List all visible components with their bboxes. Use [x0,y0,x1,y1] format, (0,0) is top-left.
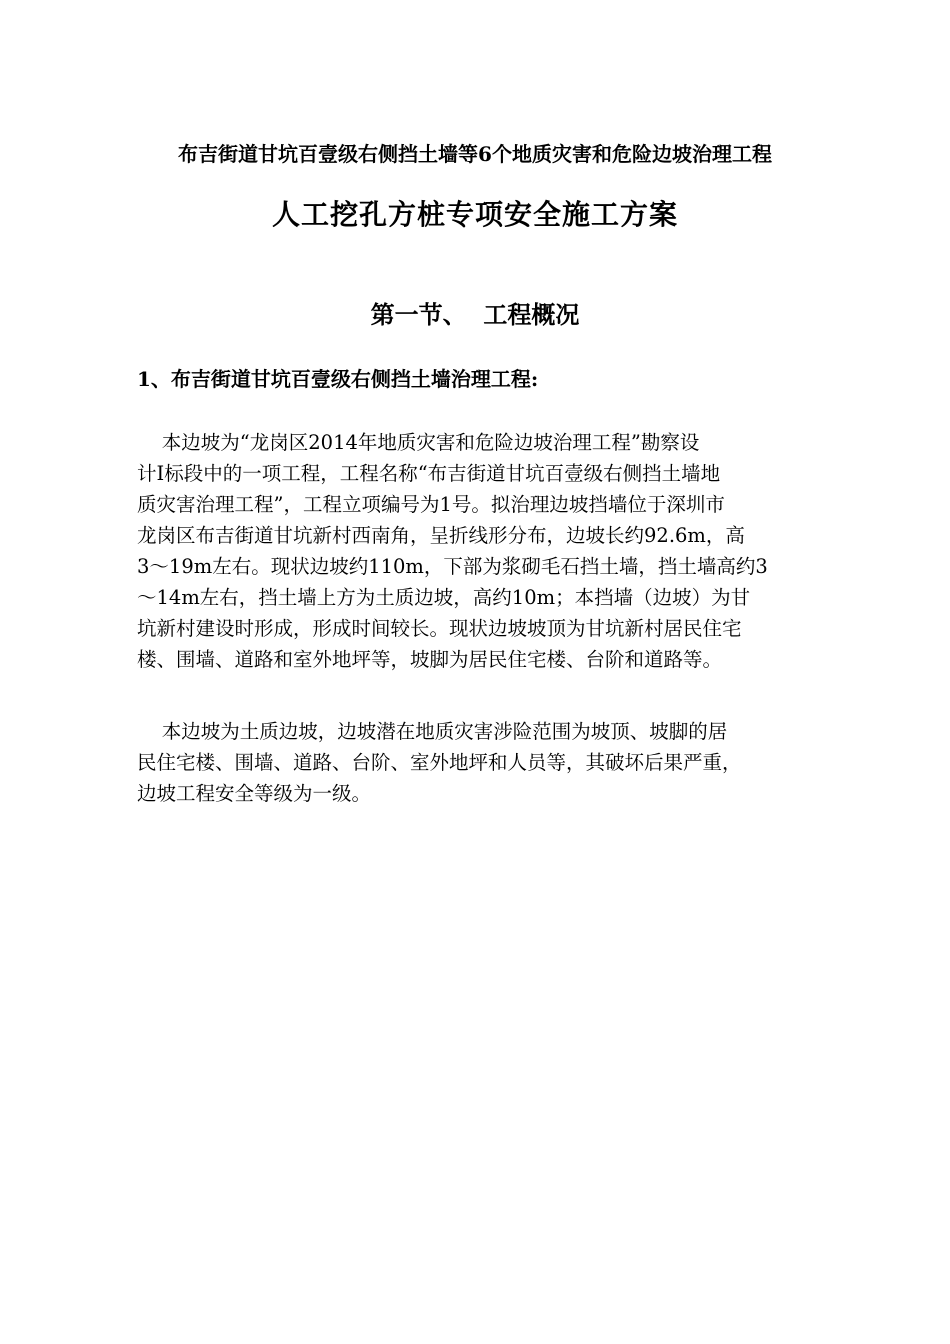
sub-heading: 1、布吉街道甘坑百壹级右侧挡土墙治理工程: [137,367,539,391]
paragraph-line: 边坡工程安全等级为一级。 [137,782,372,805]
paragraph-line: 坑新村建设时形成，形成时间较长。现状边坡坡顶为甘坑新村居民住宅 [137,617,742,640]
paragraph-line: 民住宅楼、围墙、道路、台阶、室外地坪和人员等，其破坏后果严重， [137,751,742,774]
paragraph-line: 3～19m左右。现状边坡约110m，下部为浆砌毛石挡土墙，挡土墙高约3 [137,555,768,578]
paragraph-line: ～14m左右，挡土墙上方为土质边坡，高约10m；本挡墙（边坡）为甘 [137,586,751,609]
document-title: 人工挖孔方桩专项安全施工方案 [271,198,678,231]
paragraph-1 [137,427,837,675]
paragraph-line: 质灾害治理工程”，工程立项编号为1号。拟治理边坡挡墙位于深圳市 [137,493,725,516]
paragraph-2 [137,716,837,809]
paragraph-line: 计I标段中的一项工程，工程名称“布吉街道甘坑百壹级右侧挡土墙地 [137,462,721,485]
paragraph-line: 龙岗区布吉街道甘坑新村西南角，呈折线形分布，边坡长约92.6m，高 [137,524,745,547]
section-heading: 第一节、 工程概况 [370,300,580,329]
paragraph-line: 本边坡为“龙岗区2014年地质灾害和危险边坡治理工程”勘察设 [137,431,700,454]
paragraph-line: 本边坡为土质边坡，边坡潜在地质灾害涉险范围为坡顶、坡脚的居 [137,720,728,743]
paragraph-line: 楼、围墙、道路和室外地坪等，坡脚为居民住宅楼、台阶和道路等。 [137,648,723,671]
project-subtitle: 布吉街道甘坑百壹级右侧挡土墙等6个地质灾害和危险边坡治理工程 [178,142,772,166]
